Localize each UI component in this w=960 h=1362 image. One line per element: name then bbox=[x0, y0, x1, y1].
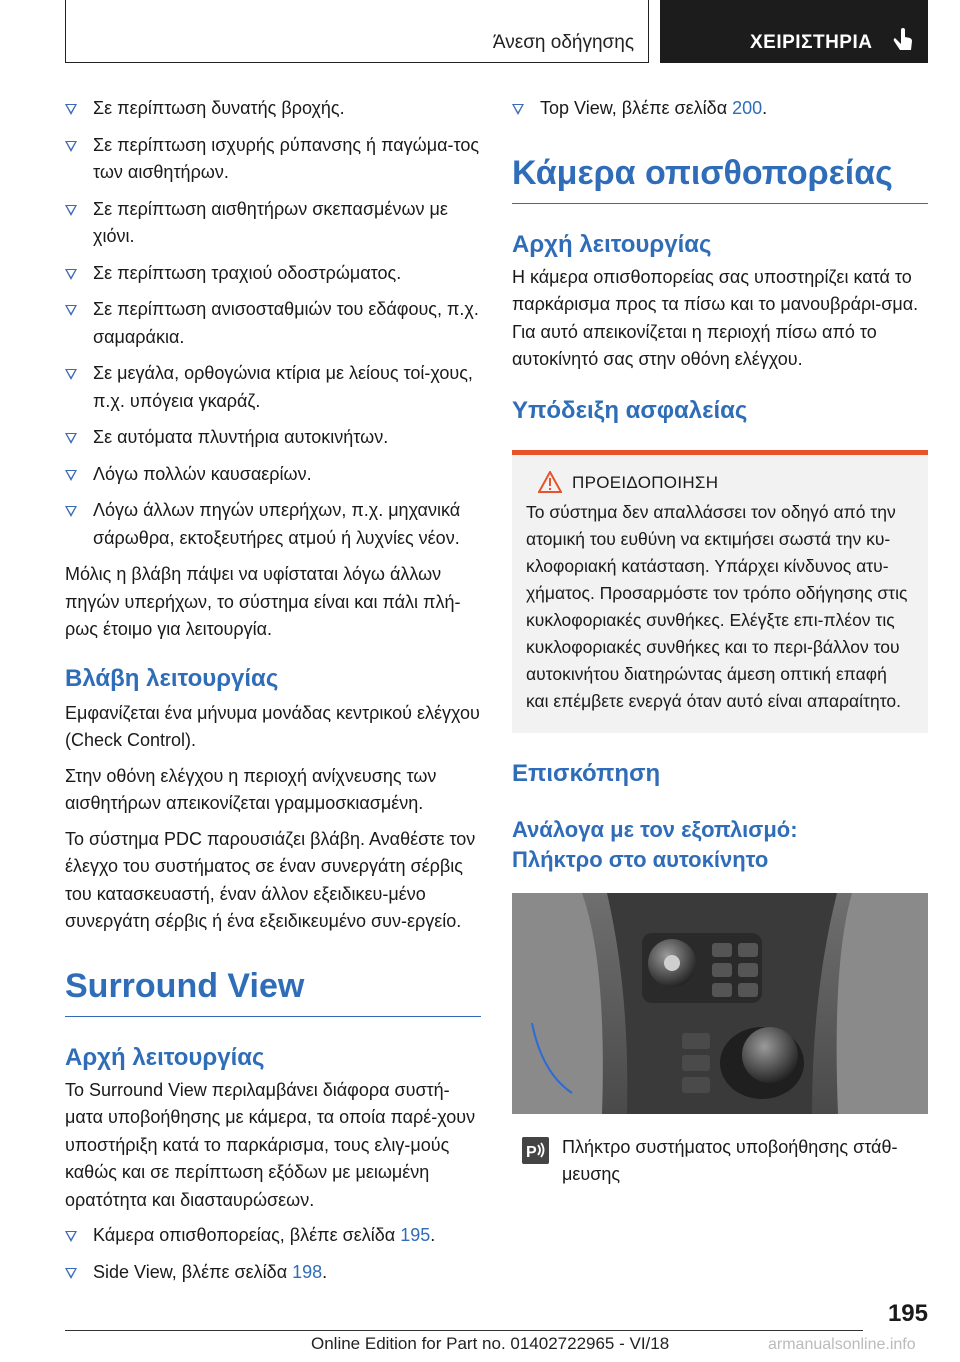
list-item: Σε αυτόματα πλυντήρια αυτοκινήτων. bbox=[65, 424, 481, 452]
paragraph: Η κάμερα οπισθοπορείας σας υποστηρίζει κατά το παρκάρισμα προς τα πίσω και το μανουβράρι-σμα. Για αυτό απεικονίζεται η περιοχή πίσω από το αυτοκίνητό σας στην οθόνη ελέγχου. bbox=[512, 266, 919, 369]
list-item: Λόγω πολλών καυσαερίων. bbox=[65, 461, 481, 489]
watermark-text: armanualsonline.info bbox=[768, 1336, 916, 1353]
list-item: Λόγω άλλων πηγών υπερήχων, π.χ. μηχανικά σάρωθρα, εκτοξευτήρες ατμού ή λυχνίες νέον. bbox=[65, 497, 481, 552]
paragraph: Στην οθόνη ελέγχου η περιοχή ανίχνευσης των αισθητήρων απεικονίζεται γραμμοσκιασμένη. bbox=[65, 765, 437, 813]
footer-divider bbox=[65, 1330, 863, 1331]
camera-principle-heading: Αρχή λειτουργίας bbox=[512, 230, 712, 258]
warning-text: Το σύστημα δεν απαλλάσσει τον οδηγό από την ατομική του ευθύνη να εκτιμήσει σωστά την κυ-κλοφοριακή κατάσταση. Υπάρχει κίνδυνος ατυ-χήματος. Προσαρμόστε τον τρόπο οδήγησης στις κυκλοφοριακές συνθήκες. Ελέγξτε επι-πλέον τις κυκλοφοριακές συνθήκες και το περι-βάλλον του αυτοκινήτου διατηρώντας άμεση οπτική επαφή και επέμβετε ενεργά όταν αυτό είναι απαραίτητο. bbox=[526, 501, 908, 711]
caption-text: Πλήκτρο συστήματος υποβοήθησης στάθ-μευσης bbox=[562, 1136, 898, 1184]
left-column bbox=[65, 95, 481, 1295]
page-link-200[interactable]: 200 bbox=[732, 98, 763, 118]
car-console-photo bbox=[512, 893, 928, 1114]
rear-camera-title: Κάμερα οπισθοπορείας bbox=[512, 153, 928, 204]
svg-text:P: P bbox=[526, 1143, 537, 1161]
reference-link-item: Side View, βλέπε σελίδα 198. bbox=[65, 1259, 481, 1287]
safety-heading: Υπόδειξη ασφαλείας bbox=[512, 396, 748, 424]
warning-triangle-icon bbox=[538, 471, 562, 493]
parking-assist-button-icon bbox=[522, 1137, 549, 1164]
right-column bbox=[512, 95, 928, 1189]
header-manual-title: ΧΕΙΡΙΣΤΗΡΙΑ bbox=[750, 32, 873, 53]
warning-box bbox=[512, 450, 928, 733]
list-item: Σε περίπτωση δυνατής βροχής. bbox=[65, 95, 481, 123]
header-section-box bbox=[65, 0, 649, 63]
overview-heading: Επισκόπηση bbox=[512, 759, 661, 787]
surround-principle-heading: Αρχή λειτουργίας bbox=[65, 1043, 265, 1071]
page-link-195[interactable]: 195 bbox=[400, 1225, 431, 1245]
list-item: Σε περίπτωση ισχυρής ρύπανσης ή παγώμα-τος των αισθητήρων. bbox=[65, 132, 481, 187]
hand-pointer-icon bbox=[892, 26, 914, 52]
list-item: Σε περίπτωση τραχιού οδοστρώματος. bbox=[65, 260, 481, 288]
paragraph: Μόλις η βλάβη πάψει να υφίσταται λόγω άλλων πηγών υπερήχων, το σύστημα είναι και πάλι πλή-ρως έτοιμο για λειτουργία. bbox=[65, 564, 461, 639]
paragraph: Το Surround View περιλαμβάνει διάφορα συστή-ματα υποβοήθησης με κάμερα, τα οποία παρέ-χουν υποστήριξη κατά το παρκάρισμα, τους ελιγ-μούς καθώς και σε περίπτωση εξόδων με μειωμένη ορατότητα και διασταυρώσεων. bbox=[65, 1079, 476, 1210]
equipment-subheading: Πλήκτρο στο αυτοκίνητο bbox=[512, 846, 769, 872]
paragraph: Το σύστημα PDC παρουσιάζει βλάβη. Αναθέστε τον έλεγχο του συστήματος σε έναν συνεργάτη σέρβις του κατασκευαστή, έναν άλλον εξειδικευ-μένο συνεργάτη σέρβις ή ένα εξειδικευμένο συν-εργείο. bbox=[65, 828, 476, 931]
list-item: Σε μεγάλα, ορθογώνια κτίρια με λείους τοί-χους, π.χ. υπόγεια γκαράζ. bbox=[65, 360, 481, 415]
warning-title: ΠΡΟΕΙΔΟΠΟΙΗΣΗ bbox=[572, 472, 719, 492]
malfunction-heading: Βλάβη λειτουργίας bbox=[65, 664, 279, 692]
page-link-198[interactable]: 198 bbox=[292, 1261, 323, 1282]
page-number: 195 bbox=[887, 1300, 928, 1327]
equipment-heading: Ανάλογα με τον εξοπλισμό: bbox=[512, 816, 798, 842]
edition-text: Online Edition for Part no. 01402722965 - VI/18 bbox=[311, 1334, 670, 1353]
reference-link-item: Κάμερα οπισθοπορείας, βλέπε σελίδα 195. bbox=[65, 1222, 481, 1250]
image-caption bbox=[512, 1134, 928, 1189]
header-manual-box bbox=[660, 0, 928, 63]
surround-view-title: Surround View bbox=[65, 966, 481, 1017]
list-item: Σε περίπτωση αισθητήρων σκεπασμένων με χιόνι. bbox=[65, 196, 481, 251]
list-item: Σε περίπτωση ανισοσταθμιών του εδάφους, π.χ. σαμαράκια. bbox=[65, 296, 481, 351]
reference-link-item: Top View, βλέπε σελίδα 200. bbox=[512, 95, 928, 123]
warning-title-row bbox=[572, 473, 914, 493]
paragraph: Εμφανίζεται ένα μήνυμα μονάδας κεντρικού ελέγχου (Check Control). bbox=[65, 702, 480, 750]
header-section-title: Άνεση οδήγησης bbox=[492, 32, 634, 53]
